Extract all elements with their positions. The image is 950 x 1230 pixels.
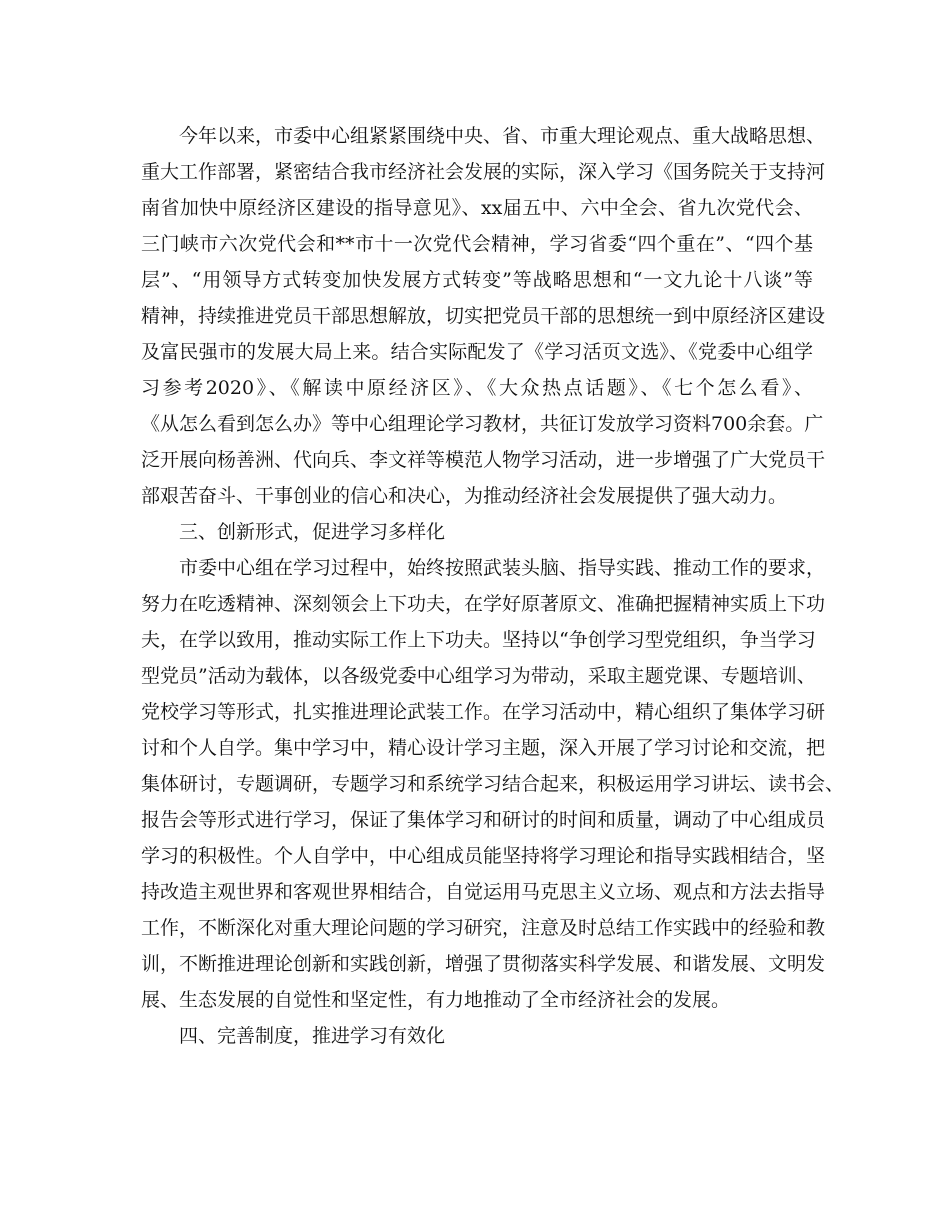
paragraph-line: 讨和个人自学。集中学习中，精心设计学习主题，深入开展了学习讨论和交流，把: [141, 737, 826, 759]
document-body: [141, 118, 845, 1054]
paragraph-line: 精神，持续推进党员干部思想解放，切实把党员干部的思想统一到中原经济区建设: [141, 305, 826, 327]
paragraph-line: 党校学习等形式，扎实推进理论武装工作。在学习活动中，精心组织了集体学习研: [141, 701, 826, 723]
paragraph-line: 努力在吃透精神、深刻领会上下功夫，在学好原著原文、准确把握精神实质上下功: [141, 593, 826, 615]
paragraph-line: 持改造主观世界和客观世界相结合，自觉运用马克思主义立场、观点和方法去指导: [141, 881, 826, 903]
paragraph-line: 夫，在学以致用，推动实际工作上下功夫。坚持以“争创学习型党组织，争当学习: [141, 629, 816, 651]
paragraph-line: 学习的积极性。个人自学中，中心组成员能坚持将学习理论和指导实践相结合，坚: [141, 845, 826, 867]
paragraph-line: 训，不断推进理论创新和实践创新，增强了贯彻落实科学发展、和谐发展、文明发: [141, 953, 826, 975]
paragraph-line: 层”、“用领导方式转变加快发展方式转变”等战略思想和“一文九论十八谈”等: [141, 269, 813, 291]
paragraph-line: 报告会等形式进行学习，保证了集体学习和研讨的时间和质量，调动了中心组成员: [141, 809, 826, 831]
paragraph-line: 习参考2020》、《解读中原经济区》、《大众热点话题》、《七个怎么看》、: [141, 377, 813, 399]
section-heading: 三、创新形式，促进学习多样化: [179, 521, 446, 543]
paragraph-line: 展、生态发展的自觉性和坚定性，有力地推动了全市经济社会的发展。: [141, 989, 731, 1011]
paragraph-line: 南省加快中原经济区建设的指导意见》、xx届五中、六中全会、省九次党代会、: [141, 197, 813, 219]
paragraph-line: 重大工作部署，紧密结合我市经济社会发展的实际，深入学习《国务院关于支持河: [141, 161, 826, 183]
paragraph-line: 集体研讨，专题调研，专题学习和系统学习结合起来，积极运用学习讲坛、读书会、: [141, 773, 845, 795]
paragraph-line: 泛开展向杨善洲、代向兵、李文祥等模范人物学习活动，进一步增强了广大党员干: [141, 449, 826, 471]
paragraph-line: 三门峡市六次党代会和**市十一次党代会精神，学习省委“四个重在”、“四个基: [141, 233, 813, 255]
paragraph-line: 及富民强市的发展大局上来。结合实际配发了《学习活页文选》、《党委中心组学: [141, 341, 813, 363]
paragraph-line: 《从怎么看到怎么办》等中心组理论学习教材，共征订发放学习资料700余套。广: [141, 413, 824, 435]
paragraph-line: 工作，不断深化对重大理论问题的学习研究，注意及时总结工作实践中的经验和教: [141, 917, 826, 939]
paragraph-line: 市委中心组在学习过程中，始终按照武装头脑、指导实践、推动工作的要求，: [179, 557, 826, 579]
paragraph-line: 今年以来，市委中心组紧紧围绕中央、省、市重大理论观点、重大战略思想、: [179, 125, 826, 147]
section-heading: 四、完善制度，推进学习有效化: [179, 1025, 446, 1047]
paragraph-line: 部艰苦奋斗、干事创业的信心和决心，为推动经济社会发展提供了强大动力。: [141, 485, 788, 507]
paragraph-line: 型党员”活动为载体，以各级党委中心组学习为带动，采取主题党课、专题培训、: [141, 665, 816, 687]
